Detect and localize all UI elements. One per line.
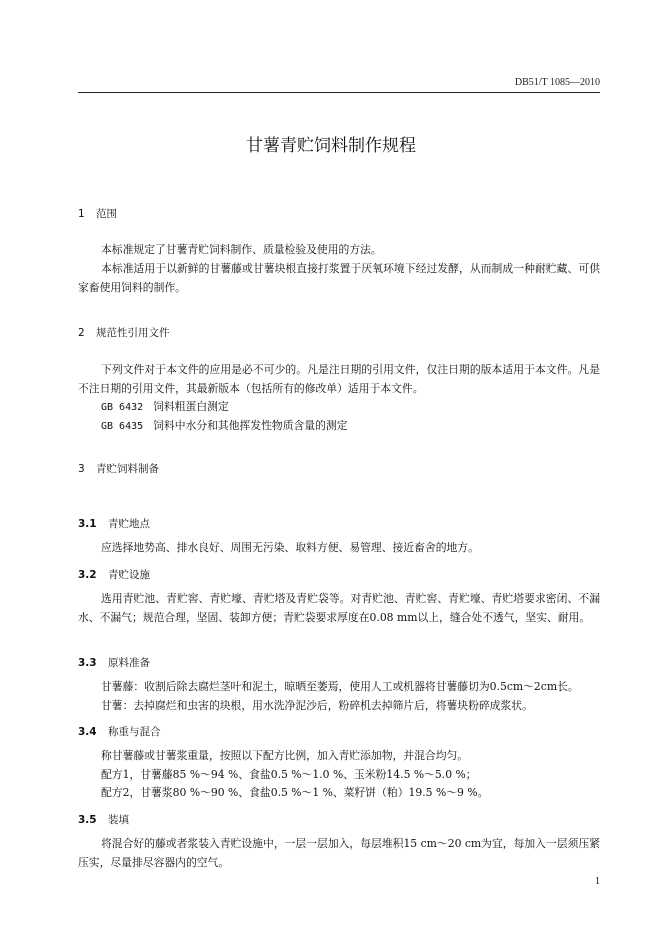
section-title: 范围 — [96, 208, 117, 220]
subsection-3-3-heading — [78, 655, 150, 670]
reference-title: 饲料粗蛋白测定 — [153, 400, 229, 413]
subsection-3-1-heading — [78, 516, 150, 531]
document-title: 甘薯青贮饲料制作规程 — [246, 136, 416, 156]
section-2-paragraph-1: 下列文件对于本文件的应用是必不可少的。凡是注日期的引用文件，仅注日期的版本适用于本文件。凡是不注日期的引用文件，其最新版本（包括所有的修改单）适用于本文件。 — [78, 363, 600, 395]
section-1-heading — [78, 206, 117, 221]
subsection-3-5-heading — [78, 812, 129, 827]
subsection-3-4-formula-2: 配方2，甘薯浆80 %～90 %、食盐0.5 %～1 %、菜籽饼（粕）19.5 %～9 %。 — [101, 786, 489, 799]
reference-code: GB 6435 — [101, 421, 144, 432]
subsection-title: 青贮地点 — [108, 518, 150, 530]
section-1-paragraph-2: 本标准适用于以新鲜的甘薯藤或甘薯块根直接打浆置于厌氧环境下经过发酵，从而制成一种耐贮藏、可供家畜使用饲料的制作。 — [78, 262, 600, 294]
reference-item — [101, 417, 601, 437]
section-number: 3 — [78, 463, 85, 475]
reference-title: 饲料中水分和其他挥发性物质含量的测定 — [153, 419, 348, 432]
section-2-heading — [78, 325, 170, 340]
subsection-3-1-paragraph: 应选择地势高、排水良好、周围无污染、取料方便、易管理、接近畜舍的地方。 — [101, 541, 479, 554]
subsection-3-3-paragraph-2: 甘薯：去掉腐烂和虫害的块根，用水洗净泥沙后，粉碎机去掉筛片后，将薯块粉碎成浆状。 — [101, 699, 533, 712]
subsection-3-2-paragraph: 选用青贮池、青贮窖、青贮壕、青贮塔及青贮袋等。对青贮池、青贮窖、青贮壕、青贮塔要求密闭、不漏水、不漏气；规范合理，坚固、装卸方便；青贮袋要求厚度在0.08 mm以上，缝合处不透气，坚实、耐用。 — [78, 592, 600, 624]
subsection-number: 3.4 — [78, 726, 97, 738]
standard-code: DB51/T 1085—2010 — [514, 77, 600, 88]
subsection-number: 3.5 — [78, 814, 97, 826]
subsection-3-2-heading — [78, 567, 150, 582]
section-number: 2 — [78, 327, 85, 339]
subsection-number: 3.3 — [78, 657, 97, 669]
section-1-paragraph-1: 本标准规定了甘薯青贮饲料制作、质量检验及使用的方法。 — [101, 243, 382, 256]
subsection-title: 装填 — [108, 814, 129, 826]
subsection-title: 称重与混合 — [108, 726, 161, 738]
subsection-title: 青贮设施 — [108, 569, 150, 581]
section-title: 青贮饲料制备 — [96, 463, 159, 475]
reference-code: GB 6432 — [101, 402, 144, 413]
subsection-3-4-heading — [78, 724, 161, 739]
subsection-title: 原料准备 — [108, 657, 150, 669]
page-number: 1 — [595, 876, 600, 887]
subsection-number: 3.1 — [78, 518, 97, 530]
header-rule — [78, 92, 600, 93]
subsection-3-3-paragraph-1: 甘薯藤：收割后除去腐烂茎叶和泥土，晾晒至萎焉，使用人工或机器将甘薯藤切为0.5cm～2cm长。 — [101, 680, 579, 693]
subsection-number: 3.2 — [78, 569, 97, 581]
section-title: 规范性引用文件 — [96, 327, 170, 339]
section-number: 1 — [78, 208, 85, 220]
subsection-3-5-paragraph: 将混合好的藤或者浆装入青贮设施中，一层一层加入，每层堆积15 cm～20 cm为宜，每加入一层须压紧压实，尽量排尽容器内的空气。 — [78, 837, 600, 869]
subsection-3-4-paragraph-1: 称甘薯藤或甘薯浆重量，按照以下配方比例，加入青贮添加物，并混合均匀。 — [101, 749, 469, 762]
reference-item — [101, 398, 601, 418]
subsection-3-4-formula-1: 配方1，甘薯藤85 %～94 %、食盐0.5 %～1.0 %、玉米粉14.5 %～5.0 %； — [101, 768, 477, 781]
section-3-heading — [78, 461, 159, 476]
